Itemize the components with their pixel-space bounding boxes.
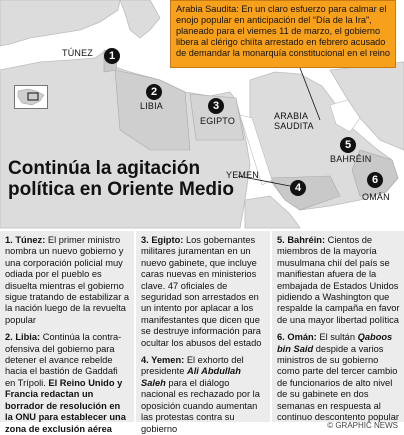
label-bahrein: BAHRÉIN xyxy=(330,154,372,164)
item-head: 2. Libia: xyxy=(5,332,41,343)
item-head: 3. Egipto: xyxy=(141,235,184,245)
item-person-name: Ali Abdullah Saleh xyxy=(141,366,241,388)
label-tunez: TÚNEZ xyxy=(62,48,93,58)
label-egipto: EGIPTO xyxy=(200,116,236,126)
item-text: El sultán xyxy=(316,332,358,343)
item-egipto xyxy=(141,235,266,349)
item-yemen xyxy=(141,355,266,435)
item-tunez xyxy=(5,235,130,326)
item-bold-text: El Reino Unido y Francia redactan un borrador de resolución en la ONU para establecer una zona de exclusión aérea xyxy=(5,377,126,434)
item-text: El primer ministro nombra un nuevo gobierno y una corporación policial muy odiada por el pueblo es disuelta mientras el gobierno sigue tratando de estabilizar a la nación luego de la revuelta popular xyxy=(5,235,130,325)
callout-text: En un claro esfuerzo para calmar el enojo popular en anticipación del “Día de la Ira”, planeado para el viernes 11 de marzo, el gobierno libera al clérigo chiíta arrestado en febrero acusado de demandar la monarquía constitucional en el reino xyxy=(176,4,390,58)
column-1 xyxy=(0,231,134,434)
italy-land xyxy=(120,0,160,38)
marker-1: 1 xyxy=(104,48,120,64)
item-head: 4. Yemen: xyxy=(141,355,185,366)
item-text: Los gobernantes militares juramentan en un nuevo gabinete, que incluye caras nuevas en ministerios clave. 47 oficiales de seguridad son arrestados en un intento por aplacar a los manifestantes que dicen que se destruye información para ocultar los abusos del estado xyxy=(141,235,262,348)
label-libia: LIBIA xyxy=(140,101,164,111)
marker-6: 6 xyxy=(367,172,383,188)
item-text: Cientos de miembros de la mayoría musulmana chií del país se manifiestan afuera de la embajada de Estados Unidos pidiendo a Washington que respalde la campaña en favor de una mayor libertad política xyxy=(277,235,400,325)
marker-3: 3 xyxy=(208,98,224,114)
europe-land xyxy=(0,0,120,46)
locator-inset xyxy=(14,85,48,109)
page-title: Continúa la agitación política en Oriente Medio xyxy=(8,158,234,200)
column-2 xyxy=(136,231,270,434)
marker-4: 4 xyxy=(290,180,306,196)
marker-5: 5 xyxy=(340,137,356,153)
item-head: 1. Túnez: xyxy=(5,235,46,245)
item-text: El exhorto del presidente xyxy=(141,355,244,377)
item-head: 5. Bahréin: xyxy=(277,235,326,245)
item-person-name: Qaboos bin Said xyxy=(277,332,393,354)
marker-2: 2 xyxy=(146,84,162,100)
item-bahrein xyxy=(277,235,400,326)
item-text: para el diálogo nacional es rechazado por la oposición cuando aumentan las protestas contra su gobierno xyxy=(141,377,260,434)
item-oman xyxy=(277,332,400,423)
item-libia xyxy=(5,332,130,435)
credit-line: © GRAPHIC NEWS xyxy=(327,421,398,430)
item-text: despide a varios ministros de su gobierno como parte del tercer cambio de funcionarios de alto nivel de su gabinete en dos semanas en respuesta al continuo descontento popular xyxy=(277,343,399,423)
item-text: Continúa la contra-ofensiva del gobierno para detener el avance rebelde hacia el bastión de Gaddafi en Trípoli. xyxy=(5,332,122,388)
callout-title: Arabia Saudita: xyxy=(176,4,239,14)
label-oman: OMÁN xyxy=(362,192,390,202)
column-3 xyxy=(272,231,404,422)
saudi-arabia-callout xyxy=(170,0,396,68)
item-head: 6. Omán: xyxy=(277,332,317,343)
label-yemen: YEMEN xyxy=(226,170,260,180)
label-saudita: SAUDITA xyxy=(274,121,314,131)
label-arabia: ARABIA xyxy=(274,111,309,121)
